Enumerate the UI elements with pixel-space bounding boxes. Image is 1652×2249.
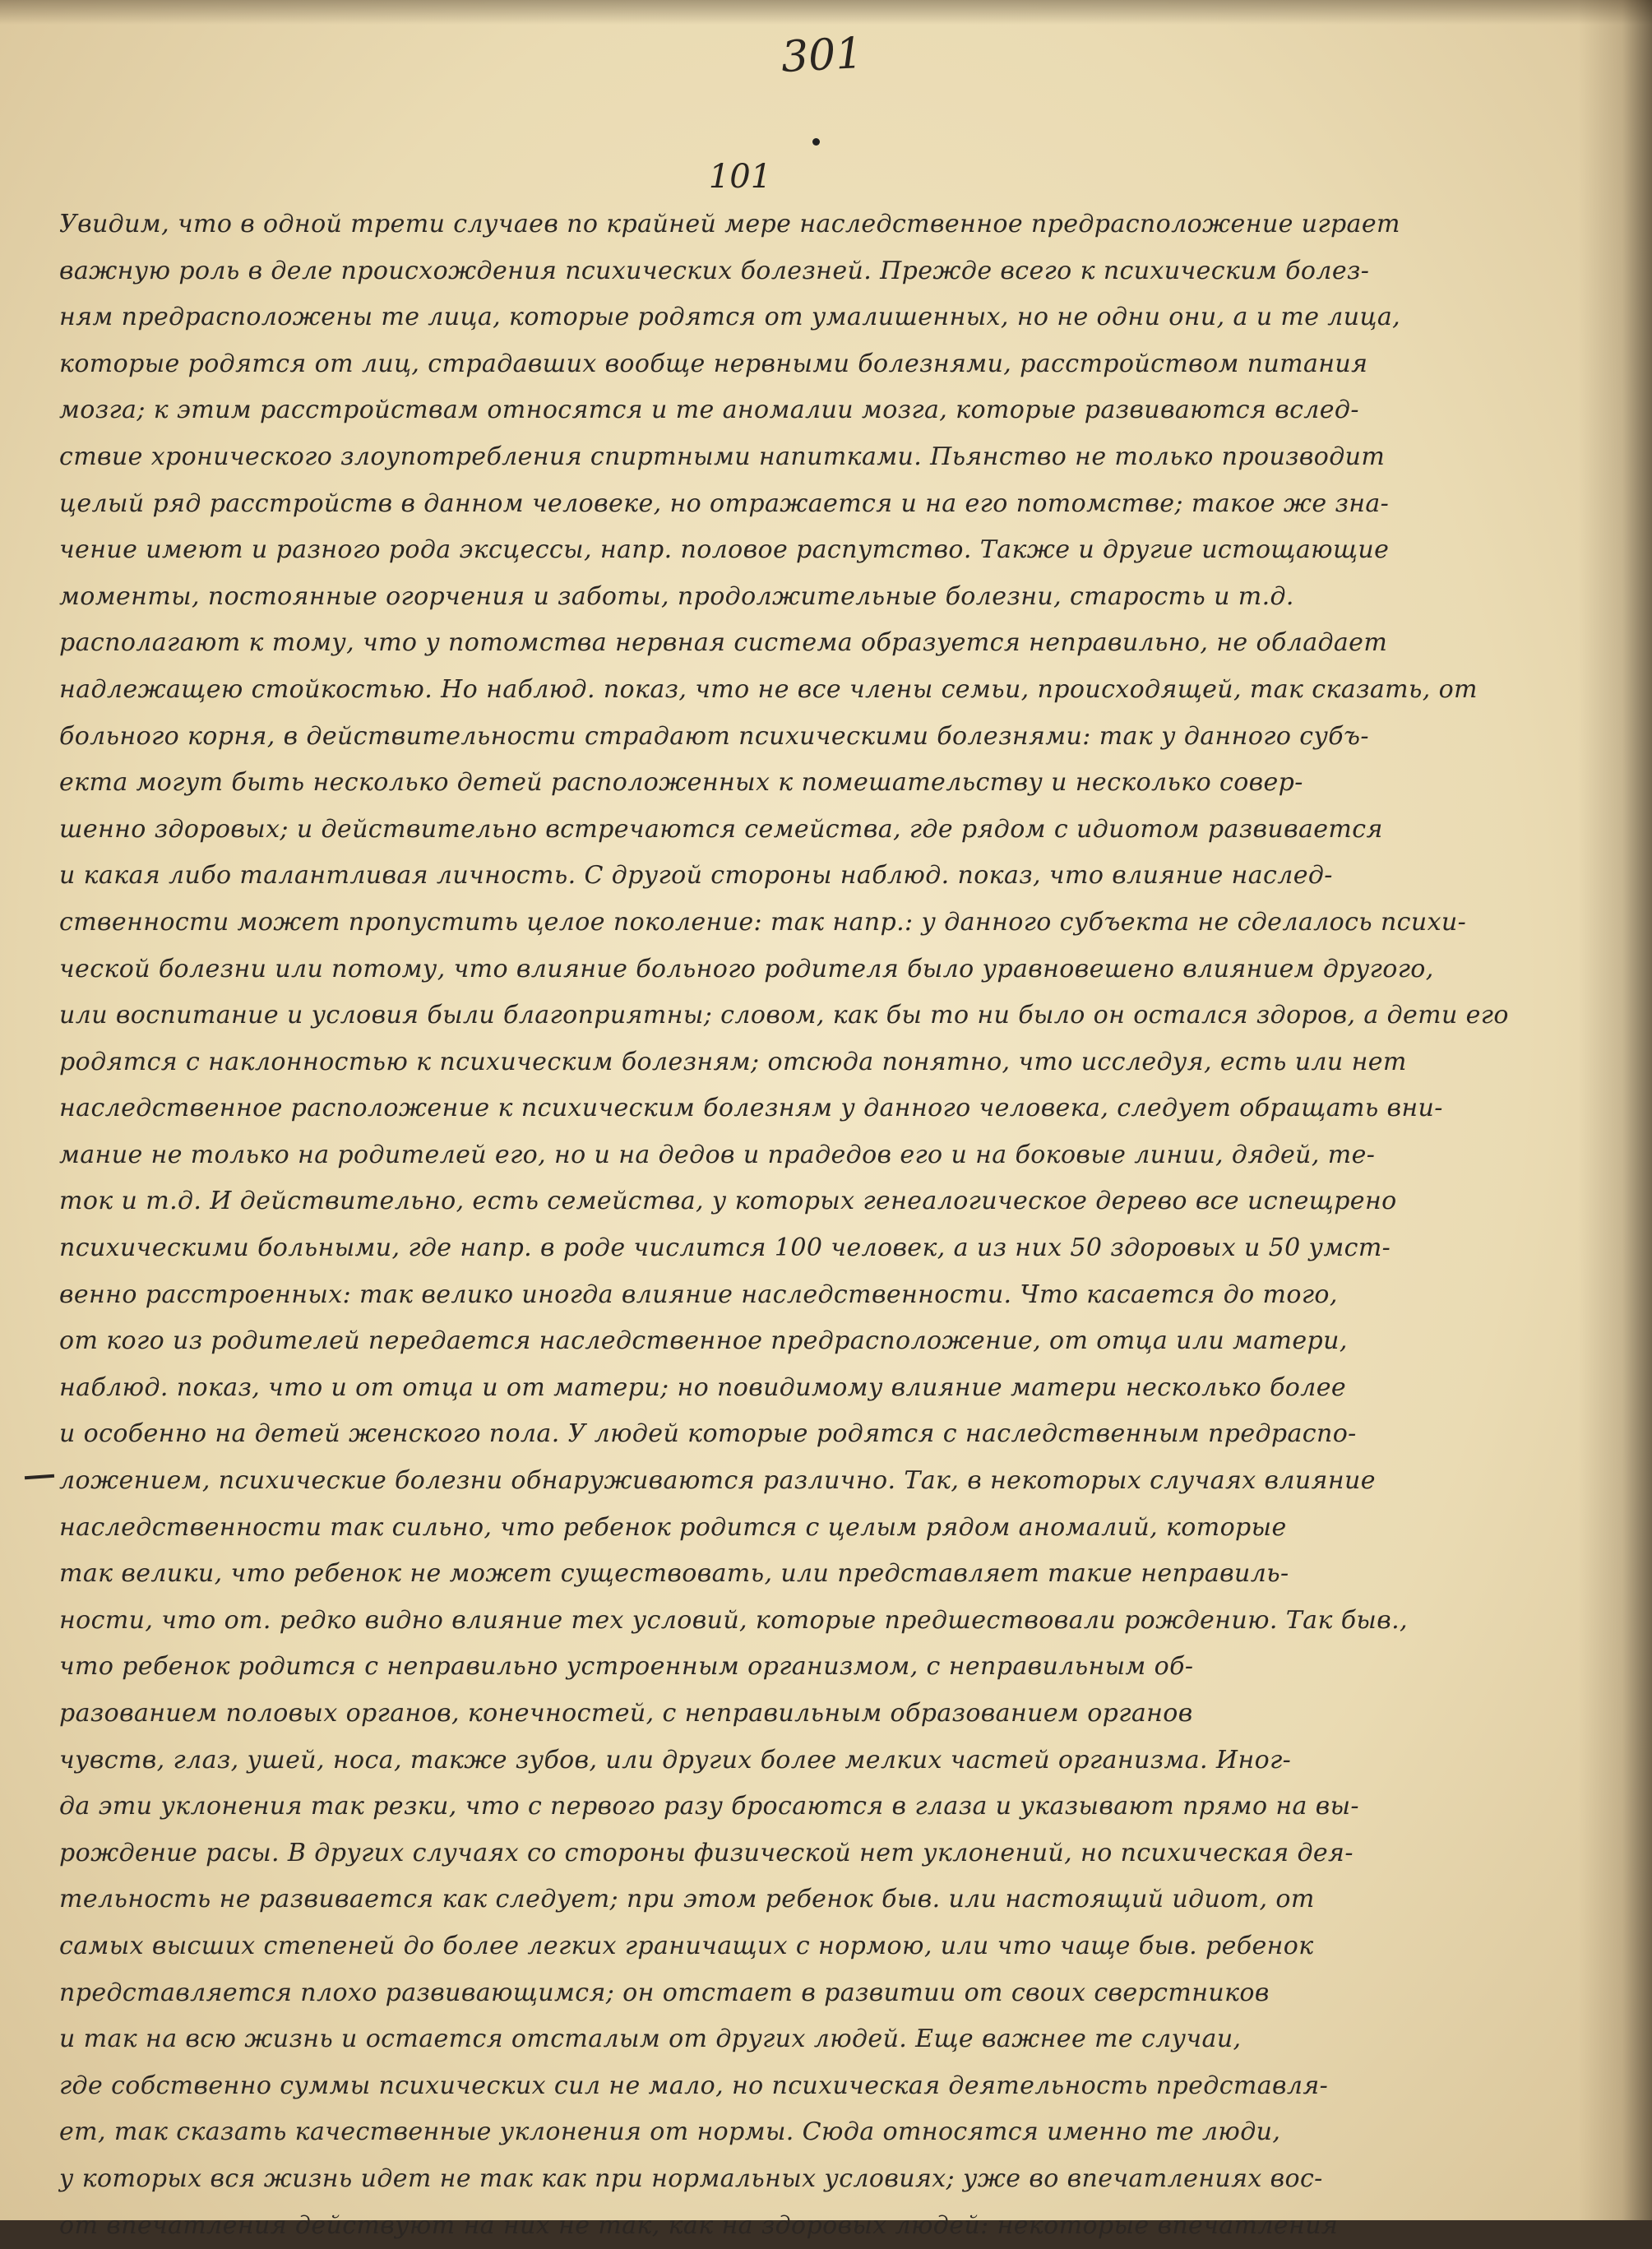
text-line: которые родятся от лиц, страдавших вообще нервными болезнями, расстройством питания bbox=[59, 349, 1368, 378]
text-line: где собственно суммы психических сил не мало, но психическая деятельность представля- bbox=[59, 2071, 1329, 2100]
text-line: ет, так сказать качественные уклонения от нормы. Сюда относятся именно те люди, bbox=[59, 2117, 1281, 2147]
text-line: ням предрасположены те лица, которые родятся от умалишенных, но не одни они, а и те лица, bbox=[59, 303, 1401, 332]
text-line: больного корня, в действительности страдают психическими болезнями: так у данного субъ- bbox=[59, 721, 1369, 751]
text-line: рождение расы. В других случаях со стороны физической нет уклонений, но психическая дея- bbox=[59, 1838, 1354, 1867]
binding-shadow bbox=[1578, 0, 1652, 2220]
text-line: самых высших степеней до более легких граничащих с нормою, или что чаще быв. ребенок bbox=[59, 1931, 1314, 1960]
text-line: что ребенок родится с неправильно устроенным организмом, с неправильным об- bbox=[59, 1652, 1194, 1682]
text-line: ложением, психические болезни обнаруживаются различно. Так, в некоторых случаях влияние bbox=[59, 1466, 1376, 1496]
text-line: наследственности так сильно, что ребенок родится с целым рядом аномалий, которые bbox=[59, 1512, 1287, 1542]
text-line: располагают к тому, что у потомства нервная система образуется неправильно, не обладает bbox=[59, 628, 1388, 658]
text-line: и какая либо талантливая личность. С другой стороны наблюд. показ, что влияние наслед- bbox=[59, 861, 1333, 891]
folio-number: 301 bbox=[780, 28, 864, 83]
text-line: венно расстроенных: так велико иногда влияние наследственности. Что касается до того, bbox=[59, 1280, 1338, 1309]
top-shadow bbox=[0, 0, 1652, 25]
text-line: представляется плохо развивающимся; он отстает в развитии от своих сверстников bbox=[59, 1978, 1270, 2007]
text-line: так велики, что ребенок не может существовать, или представляет такие неправиль- bbox=[59, 1559, 1289, 1589]
text-line: от кого из родителей передается наследственное предрасположение, от отца или матери, bbox=[59, 1326, 1348, 1356]
text-line: ственности может пропустить целое поколение: так напр.: у данного субъекта не сделалось психи- bbox=[59, 907, 1467, 937]
text-line: ности, что от. редко видно влияние тех условий, которые предшествовали рождению. Так быв., bbox=[59, 1605, 1408, 1635]
page-number: 101 bbox=[708, 158, 772, 196]
text-line: ствие хронического злоупотребления спиртными напитками. Пьянство не только производит bbox=[59, 442, 1386, 471]
text-line: тельность не развивается как следует; при этом ребенок быв. или настоящий идиот, от bbox=[59, 1885, 1315, 1914]
margin-mark bbox=[25, 1474, 54, 1480]
text-line: моменты, постоянные огорчения и заботы, продолжительные болезни, старость и т.д. bbox=[59, 581, 1294, 611]
text-line: родятся с наклонностью к психическим болезням; отсюда понятно, что исследуя, есть или нет bbox=[59, 1047, 1407, 1076]
text-line: мозга; к этим расстройствам относятся и те аномалии мозга, которые развиваются вслед- bbox=[59, 396, 1359, 425]
text-line: Увидим, что в одной трети случаев по крайней мере наследственное предрасположение играет bbox=[59, 210, 1400, 238]
text-line: у которых вся жизнь идет не так как при нормальных условиях; уже во впечатлениях вос- bbox=[59, 2163, 1323, 2193]
text-line: или воспитание и условия были благоприятны; словом, как бы то ни было он остался здоров, а дети его bbox=[59, 1001, 1509, 1030]
text-line: екта могут быть несколько детей расположенных к помешательству и несколько совер- bbox=[59, 768, 1303, 798]
text-line: целый ряд расстройств в данном человеке, но отражается и на его потомстве; такое же зна- bbox=[59, 488, 1390, 518]
text-line: ток и т.д. И действительно, есть семейства, у которых генеалогическое дерево все испещрено bbox=[59, 1187, 1397, 1216]
text-line: шенно здоровых; и действительно встречаются семейства, где рядом с идиотом развивается bbox=[59, 814, 1383, 844]
manuscript-body bbox=[59, 201, 1548, 2249]
text-line: разованием половых органов, конечностей, с неправильным образованием органов bbox=[59, 1699, 1193, 1728]
text-line: психическими больными, где напр. в роде числится 100 человек, а из них 50 здоровых и 50 умст- bbox=[59, 1233, 1391, 1263]
text-line: ческой болезни или потому, что влияние больного родителя было уравновешено влиянием другого, bbox=[59, 954, 1434, 983]
text-line: да эти уклонения так резки, что с первого разу бросаются в глаза и указывают прямо на вы- bbox=[59, 1792, 1359, 1821]
text-line: и особенно на детей женского пола. У людей которые родятся с наследственным предраспо- bbox=[59, 1419, 1357, 1449]
text-line: важную роль в деле происхождения психических болезней. Прежде всего к психическим болез- bbox=[59, 256, 1370, 285]
text-line: мание не только на родителей его, но и на дедов и прадедов его и на боковые линии, дядей, те- bbox=[59, 1140, 1376, 1169]
text-line: чение имеют и разного рода эксцессы, напр. половое распутство. Также и другие истощающие bbox=[59, 535, 1390, 565]
text-line: надлежащею стойкостью. Но наблюд. показ, что не все члены семьи, происходящей, так сказать, от bbox=[59, 674, 1478, 704]
text-line: от впечатления действуют на них не так, как на здоровых людей: некоторые впечатления bbox=[59, 2210, 1339, 2240]
text-line: наследственное расположение к психическим болезням у данного человека, следует обращать вни- bbox=[59, 1094, 1443, 1123]
text-line: и так на всю жизнь и остается отсталым от других людей. Еще важнее те случаи, bbox=[59, 2025, 1242, 2054]
text-line: наблюд. показ, что и от отца и от матери; но повидимому влияние матери несколько более bbox=[59, 1372, 1347, 1402]
text-line: чувств, глаз, ушей, носа, также зубов, или других более мелких частей организма. Иног- bbox=[59, 1745, 1292, 1775]
ink-dot bbox=[812, 138, 820, 146]
